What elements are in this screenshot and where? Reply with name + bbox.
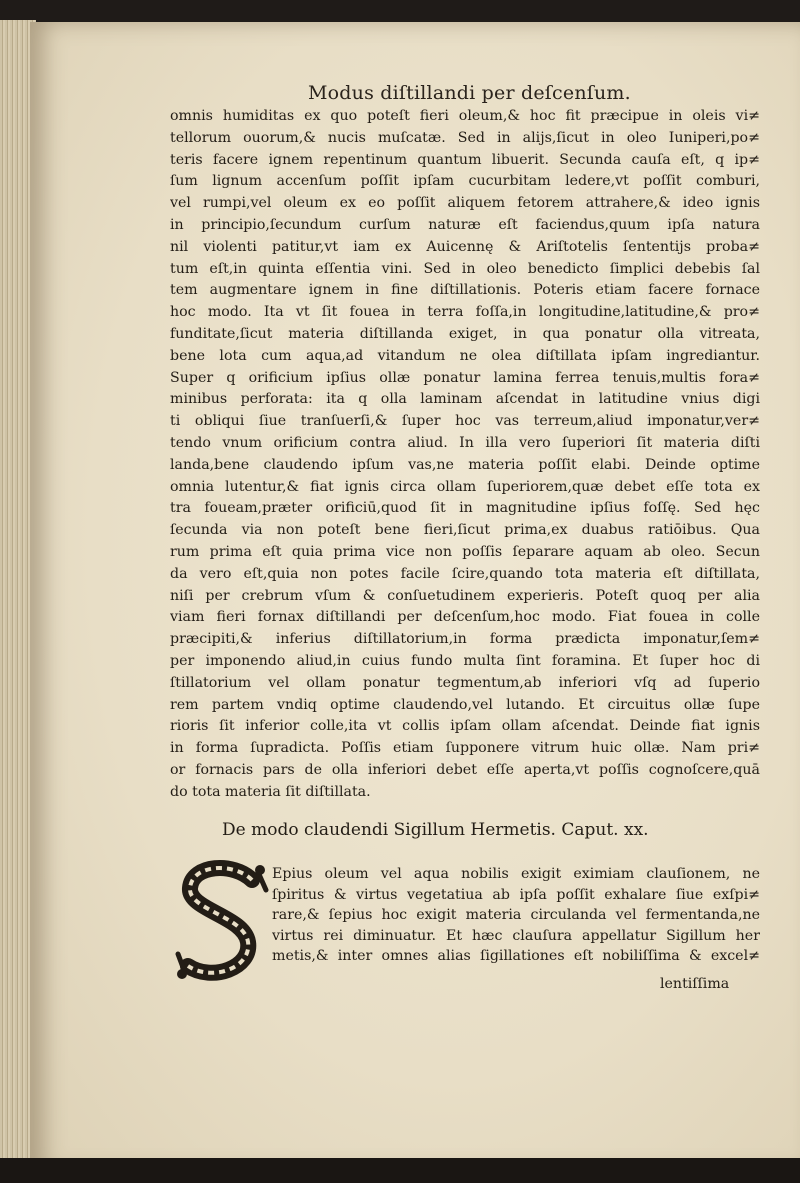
text-line: landa,bene claudendo ipſum vas,ne materia poſſit elabi. Deinde optime	[170, 456, 760, 473]
text-line: nil violenti patitur,vt iam ex Auicennę & Ariſtotelis ſententijs proba≠	[170, 238, 760, 255]
text-line: rem partem vndiq optime claudendo,vel lutando. Et circuitus ollæ ſupe	[170, 696, 760, 713]
text-line: præcipiti,& inferius diſtillatorium,in forma prædicta imponatur,ſem≠	[170, 631, 760, 648]
text-line: in principio,ſecundum curſum naturæ eſt faciendus,quum ipſa natura	[170, 216, 760, 233]
text-line: hoc modo. Ita vt ſit fouea in terra foſſa,in longitudine,latitudine,& pro≠	[170, 304, 760, 321]
running-head: Modus diſtillandi per deſcenſum.	[308, 82, 631, 104]
text-line: virtus rei diminuatur. Et hæc clauſura appellatur Sigillum her	[272, 927, 760, 944]
text-line: ſecunda via non poteſt bene fieri,ſicut prima,ex duabus ratiōibus. Qua	[170, 522, 760, 539]
text-line: metis,& inter omnes alias ſigillationes eſt nobiliſſima & excel≠	[272, 948, 760, 964]
text-line: tra foueam,præter orificiū,quod ſit in magnitudine ipſius foſſę. Sed hęc	[170, 500, 760, 517]
text-line: minibus perforata: ita q olla laminam aſcendat in latitudine vnius digi	[170, 391, 760, 408]
text-line: tendo vnum orificium contra aliud. In illa vero ſuperiori ſit materia diſti	[170, 434, 760, 451]
decorated-initial-s-icon	[174, 858, 272, 988]
text-line: teris facere ignem repentinum quantum libuerit. Secunda cauſa eſt, q ip≠	[170, 151, 760, 168]
body-text	[170, 106, 760, 804]
text-line: ſum lignum accenſum poſſit ipſam cucurbitam ledere,vt poſſit comburi,	[170, 173, 760, 190]
text-line: vel rumpi,vel oleum ex eo poſſit aliquem fetorem attrahere,& ideo ignis	[170, 195, 760, 212]
catchword: lentiſſima	[660, 976, 730, 992]
text-line: ti obliqui ſiue tranſuerſi,& ſuper hoc vas terreum,aliud imponatur,ver≠	[170, 413, 760, 430]
text-line: tem augmentare ignem in fine diſtillationis. Poteris etiam facere fornace	[170, 282, 760, 299]
text-line: tellorum ouorum,& nucis muſcatæ. Sed in alijs,ſicut in oleo Iuniperi,po≠	[170, 129, 760, 146]
text-line: Super q orificium ipſius ollæ ponatur lamina ferrea tenuis,multis fora≠	[170, 369, 760, 386]
scan-bottom-border	[0, 1158, 800, 1183]
text-line: Epius oleum vel aqua nobilis exigit eximiam clauſionem, ne	[272, 866, 760, 882]
text-line: ſtillatorium vel ollam ponatur tegmentum,ab inferiori vſq ad ſuperio	[170, 674, 760, 691]
text-line: bene lota cum aqua,ad vitandum ne olea diſtillata ipſam ingrediantur.	[170, 347, 760, 364]
text-line: niſi per crebrum vſum & conſuetudinem experieris. Poteſt quoq per alia	[170, 587, 760, 604]
text-line: do tota materia ſit diſtillata.	[170, 783, 371, 800]
chapter-title: De modo claudendi Sigillum Hermetis. Caput. xx.	[222, 820, 649, 840]
chapter-text	[272, 864, 760, 967]
text-line: omnis humiditas ex quo poteſt fieri oleum,& hoc fit præcipue in oleis vi≠	[170, 108, 760, 124]
text-line: rare,& ſepius hoc exigit materia circulanda vel fermentanda,ne	[272, 907, 760, 923]
text-line: da vero eſt,quia non potes facile ſcire,quando tota materia eſt diſtillata,	[170, 565, 760, 582]
text-line: or fornacis pars de olla inferiori debet eſſe aperta,vt poſſis cognoſcere,quā	[170, 761, 760, 778]
text-line: tum eſt,in quinta eſſentia vini. Sed in oleo benedicto ſimplici debebis ſal	[170, 260, 760, 277]
text-line: per imponendo aliud,in cuius fundo multa ſint foramina. Et ſuper hoc di	[170, 652, 760, 669]
text-line: omnia lutentur,& fiat ignis circa ollam ſuperiorem,quæ debet eſſe tota ex	[170, 478, 760, 495]
text-line: ſpiritus & virtus vegetatiua ab ipſa poſſit exhalare ſiue exſpi≠	[272, 886, 760, 903]
text-line: in forma ſupradicta. Poſſis etiam ſupponere vitrum huic ollæ. Nam pri≠	[170, 740, 760, 757]
text-line: funditate,ſicut materia diſtillanda exiget, in qua ponatur olla vitreata,	[170, 325, 760, 342]
text-line: rum prima eſt quia prima vice non poſſis ſeparare aquam ab oleo. Secun	[170, 543, 760, 560]
text-line: viam fieri fornax diſtillandi per deſcenſum,hoc modo. Fiat fouea in colle	[170, 609, 760, 626]
text-line: rioris ſit inferior colle,ita vt collis ipſam ollam aſcendat. Deinde fiat ignis	[170, 718, 760, 735]
